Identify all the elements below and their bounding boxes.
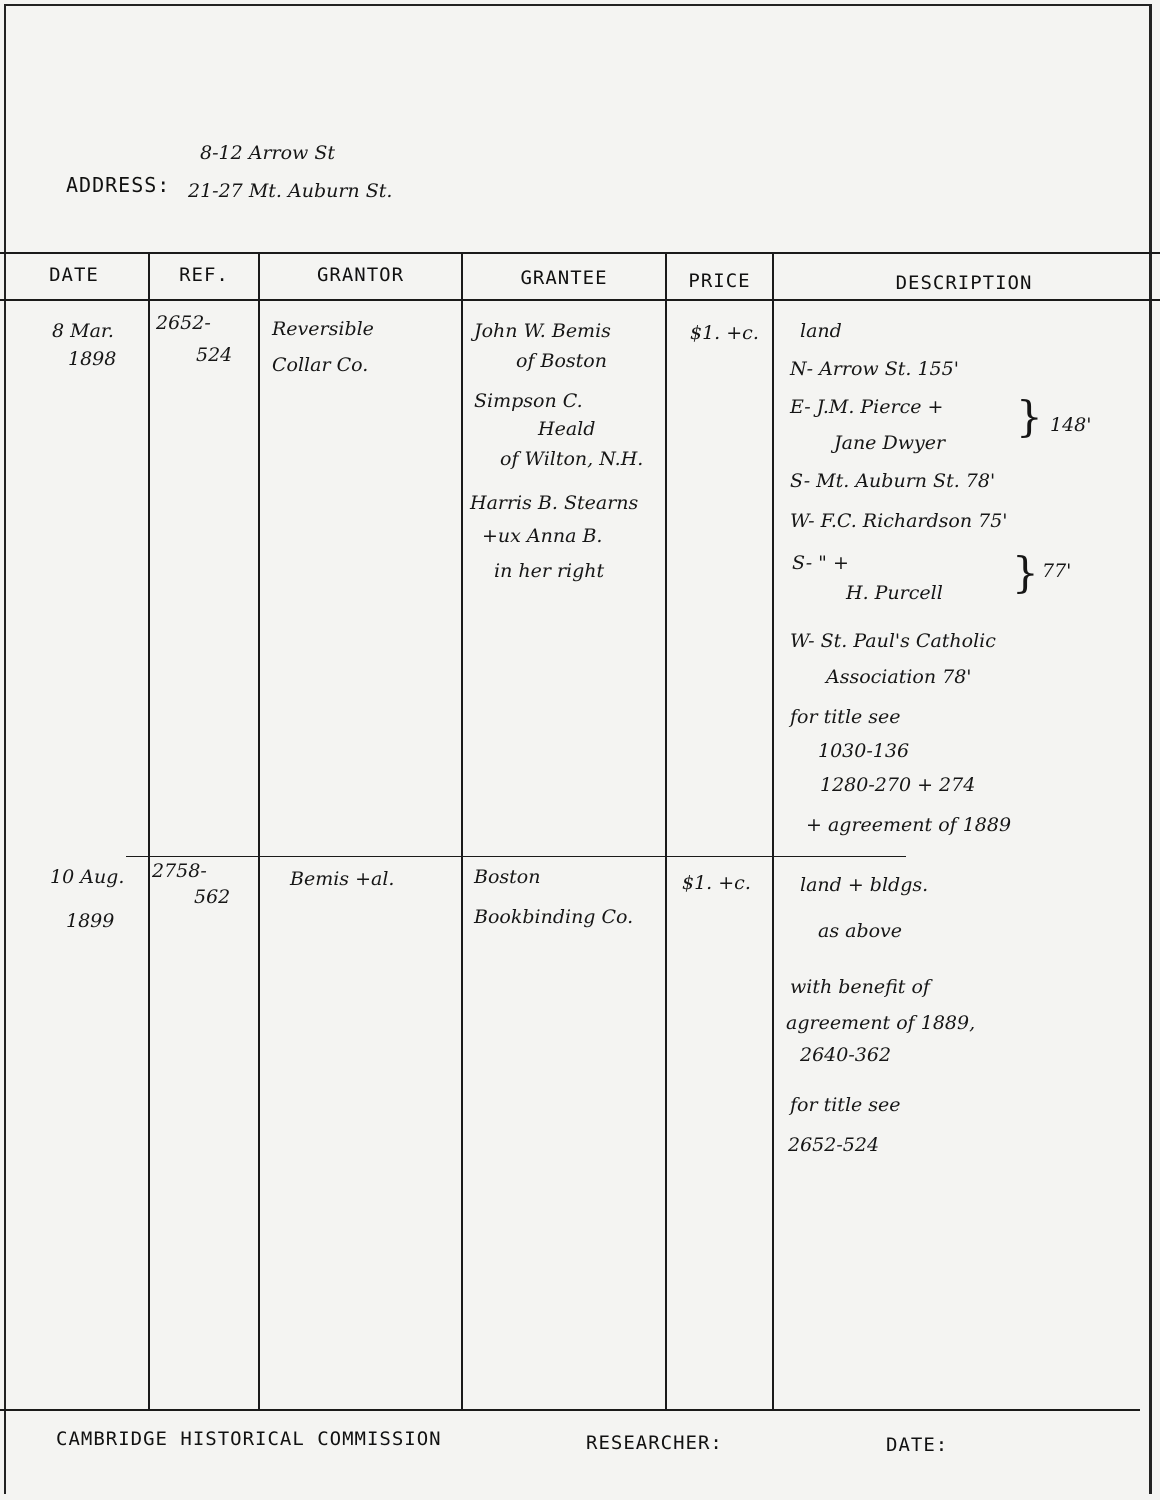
entry1-desc-10: 77' [1042,560,1072,582]
column-divider-3 [461,252,463,1409]
header-grantor: GRANTOR [316,264,405,286]
entry1-price: $1. +c. [690,322,759,344]
entry2-desc-3: with benefit of [790,976,930,998]
entry2-desc-5: 2640-362 [800,1044,892,1066]
footer-researcher-label: RESEARCHER: [586,1432,723,1454]
entry1-desc-14: 1030-136 [818,740,910,762]
header-price: PRICE [688,270,751,292]
entry1-grantee-line8: in her right [494,560,605,582]
column-divider-2 [258,252,260,1409]
entry2-date-line1: 10 Aug. [50,866,125,888]
entry2-grantor: Bemis +al. [290,868,395,890]
entry2-desc-4: agreement of 1889, [786,1012,976,1034]
footer-date-label: DATE: [886,1434,949,1456]
entry1-desc-6: S- Mt. Auburn St. 78' [790,470,996,492]
entry1-grantee-line4: Heald [538,418,596,440]
entry1-grantee-line6: Harris B. Stearns [470,492,639,514]
entry1-desc-13: for title see [790,706,901,728]
entry1-grantee-line7: +ux Anna B. [482,525,603,547]
entry1-ref-line2: 524 [196,344,233,366]
brace-icon: } [1016,392,1043,441]
entry2-ref-line2: 562 [194,886,231,908]
address-line-2: 21-27 Mt. Auburn St. [188,180,393,202]
header-bottom-rule [0,299,1160,301]
entry2-desc-7: 2652-524 [788,1134,880,1156]
entry2-date-line2: 1899 [66,910,115,932]
entry2-ref-line1: 2758- [152,860,207,882]
entry1-date-line2: 1898 [68,348,117,370]
address-line-1: 8-12 Arrow St [200,142,336,164]
header-description: DESCRIPTION [895,272,1033,294]
entry1-ref-line1: 2652- [156,312,211,334]
entry1-grantor-line2: Collar Co. [272,354,369,376]
row-separator [126,856,906,857]
page-border [4,4,1152,1494]
entry2-desc-6: for title see [790,1094,901,1116]
entry1-desc-15: 1280-270 + 274 [820,774,976,796]
entry1-desc-5: 148' [1050,414,1092,436]
entry1-desc-8: S- " + [792,552,849,574]
entry1-desc-9: H. Purcell [846,582,943,604]
header-grantee: GRANTEE [520,267,608,289]
header-date: DATE [49,264,99,286]
entry1-desc-3: E- J.M. Pierce + [790,396,944,418]
brace-icon: } [1012,548,1039,597]
entry1-grantor-line1: Reversible [272,318,374,340]
entry1-date-line1: 8 Mar. [52,320,114,342]
entry2-price: $1. +c. [682,872,751,894]
entry1-grantee-line5: of Wilton, N.H. [500,448,644,470]
column-divider-4 [665,252,667,1409]
column-divider-1 [148,252,150,1409]
entry1-desc-11: W- St. Paul's Catholic [790,630,996,652]
entry2-grantee-line1: Boston [474,866,541,888]
entry1-grantee-line3: Simpson C. [474,390,583,412]
entry1-desc-4: Jane Dwyer [834,432,946,454]
table-top-rule [0,252,1160,254]
footer-commission: CAMBRIDGE HISTORICAL COMMISSION [56,1428,442,1450]
entry1-grantee-line1: John W. Bemis [474,320,611,342]
entry2-desc-2: as above [818,920,903,942]
entry1-desc-12: Association 78' [826,666,972,688]
entry2-desc-1: land + bldgs. [800,874,929,896]
entry1-desc-2: N- Arrow St. 155' [790,358,959,380]
entry1-desc-16: + agreement of 1889 [806,814,1012,836]
entry1-grantee-line2: of Boston [516,350,607,372]
entry2-grantee-line2: Bookbinding Co. [474,906,634,928]
entry1-desc-1: land [800,320,842,342]
footer-rule [0,1409,1140,1411]
column-divider-5 [772,252,774,1409]
header-ref: REF. [179,264,229,286]
address-label: ADDRESS: [66,173,171,197]
entry1-desc-7: W- F.C. Richardson 75' [790,510,1008,532]
